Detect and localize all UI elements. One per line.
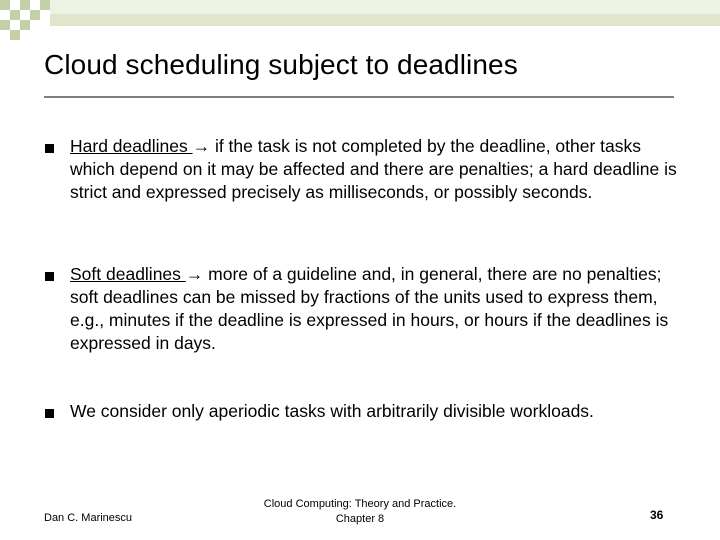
bullet-marker	[44, 143, 55, 157]
bullet-marker	[44, 408, 55, 422]
bullet-marker	[44, 271, 55, 285]
arrow-icon: →	[192, 136, 211, 156]
slide-title: Cloud scheduling subject to deadlines	[44, 49, 518, 80]
footer-book-line1: Cloud Computing: Theory and Practice.	[263, 498, 457, 510]
square-bullet-icon	[44, 271, 55, 282]
bullet-soft-deadlines	[70, 263, 682, 355]
bullet-hard-deadlines	[70, 135, 682, 204]
bullet-body: if the task is not completed by the deadline, other tasks which depend on it may be affected and there are penalties; a hard deadline is strict and expressed precisely as milliseconds, or possibly seconds.	[70, 136, 677, 202]
bullet-term: Hard deadlines	[70, 136, 193, 156]
bullet-term: Soft deadlines	[70, 264, 186, 284]
bullet-body: more of a guideline and, in general, there are no penalties; soft deadlines can be missed by fractions of the units used to express them, e.g., minutes if the deadline is expressed in hours, or hours if the deadlines is expressed in days.	[70, 264, 669, 353]
square-bullet-icon	[44, 408, 55, 419]
arrow-icon: →	[185, 264, 204, 284]
title-divider	[44, 96, 674, 98]
square-bullet-icon	[44, 143, 55, 154]
footer-book-line2: Chapter 8	[335, 513, 385, 525]
bullet-body: We consider only aperiodic tasks with arbitrarily divisible workloads.	[70, 401, 594, 421]
corner-decoration	[0, 0, 720, 46]
page-number: 36	[650, 508, 664, 522]
footer-author: Dan C. Marinescu	[44, 512, 133, 524]
bullet-aperiodic-tasks	[70, 400, 682, 423]
footer-book-title	[230, 497, 490, 527]
